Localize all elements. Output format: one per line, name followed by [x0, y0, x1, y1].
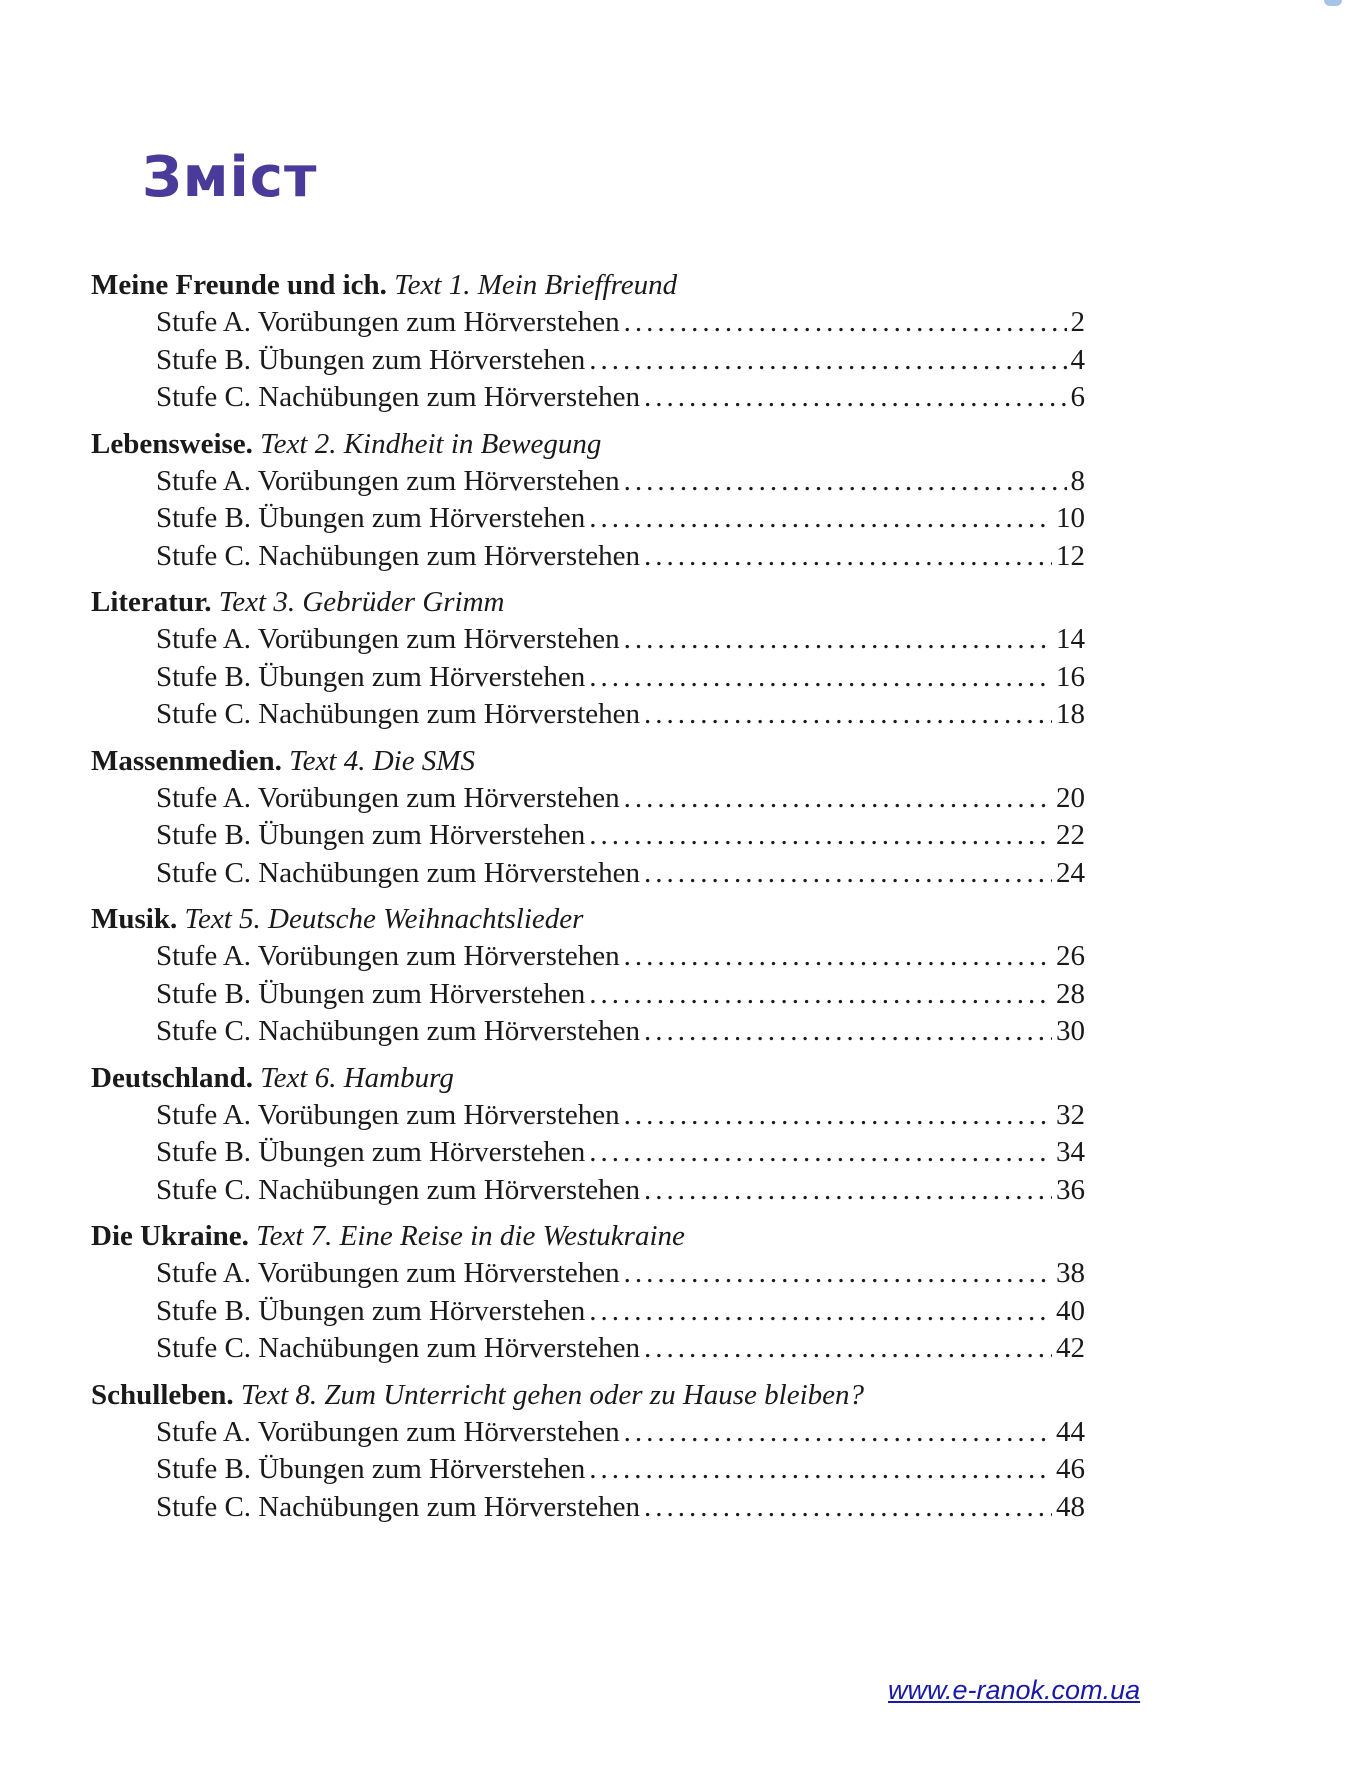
entry-label: Stufe C. Nachübungen zum Hörverstehen [156, 856, 641, 889]
entry-page-number: 14 [1056, 623, 1085, 655]
entry-page-number: 18 [1056, 698, 1085, 730]
dot-leader [624, 1097, 1052, 1135]
toc-section [0, 1059, 1356, 1210]
entry-label: Stufe C. Nachübungen zum Hörverstehen [156, 698, 641, 730]
entry-label: Stufe B. Übungen zum Hörverstehen [156, 1136, 586, 1168]
dot-leader [589, 500, 1052, 538]
section-heading [91, 1059, 1356, 1097]
entry-label: Stufe B. Übungen zum Hörverstehen [156, 1453, 586, 1485]
entry-label: Stufe C. Nachübungen zum Hörverstehen [156, 381, 641, 413]
entry-page-number: 24 [1056, 856, 1085, 889]
toc-entry [156, 304, 1085, 342]
toc-entry [156, 1255, 1085, 1293]
toc-section [0, 1217, 1356, 1368]
table-of-contents [0, 266, 1356, 1534]
section-topic: Schulleben. [91, 1378, 234, 1411]
toc-entry [156, 1414, 1085, 1452]
toc-entry [156, 342, 1085, 380]
toc-entry [156, 938, 1085, 976]
section-text-title: Text 6. Hamburg [260, 1061, 454, 1094]
dot-leader [589, 817, 1052, 855]
toc-entry [156, 976, 1085, 1014]
dot-leader [589, 342, 1066, 380]
entry-page-number: 46 [1056, 1453, 1085, 1485]
dot-leader [589, 1134, 1052, 1172]
toc-section [0, 583, 1356, 734]
toc-entry [156, 1451, 1085, 1489]
section-heading [91, 425, 1356, 463]
entry-label: Stufe A. Vorübungen zum Hörverstehen [156, 1098, 620, 1131]
dot-leader [624, 780, 1052, 818]
entry-label: Stufe A. Vorübungen zum Hörverstehen [156, 1257, 620, 1289]
section-topic: Lebensweise. [91, 427, 253, 460]
section-topic: Die Ukraine. [91, 1220, 249, 1252]
toc-section [0, 425, 1356, 576]
dot-leader [624, 463, 1067, 501]
entry-label: Stufe B. Übungen zum Hörverstehen [156, 502, 586, 534]
dot-leader [644, 696, 1052, 734]
entry-label: Stufe B. Übungen zum Hörverstehen [156, 343, 586, 376]
section-text-title: Text 7. Eine Reise in die Westukraine [256, 1220, 685, 1252]
toc-entry [156, 1097, 1085, 1135]
section-heading [91, 900, 1356, 938]
section-heading [91, 583, 1356, 621]
section-text-title: Text 1. Mein Brieffreund [394, 269, 678, 301]
entry-label: Stufe C. Nachübungen zum Hörverstehen [156, 1015, 641, 1047]
toc-entry [156, 463, 1085, 501]
entry-page-number: 48 [1056, 1490, 1085, 1523]
toc-entry [156, 379, 1085, 417]
entry-label: Stufe B. Übungen zum Hörverstehen [156, 1294, 586, 1327]
toc-entry [156, 855, 1085, 893]
corner-mark [1324, 0, 1342, 6]
toc-entry [156, 817, 1085, 855]
dot-leader [644, 855, 1052, 893]
section-topic: Meine Freunde und ich. [91, 269, 387, 301]
entry-page-number: 32 [1056, 1098, 1085, 1131]
entry-page-number: 26 [1056, 940, 1085, 972]
dot-leader [624, 304, 1067, 342]
entry-page-number: 16 [1056, 660, 1085, 693]
toc-section [0, 266, 1356, 417]
dot-leader [624, 621, 1052, 659]
page-title: Зміст [142, 145, 318, 210]
section-topic: Musik. [91, 903, 178, 935]
dot-leader [644, 1013, 1052, 1051]
entry-label: Stufe A. Vorübungen zum Hörverstehen [156, 781, 620, 814]
entry-page-number: 20 [1056, 781, 1085, 814]
section-text-title: Text 2. Kindheit in Bewegung [260, 427, 602, 460]
toc-section [0, 900, 1356, 1051]
section-heading [91, 266, 1356, 304]
entry-page-number: 36 [1056, 1173, 1085, 1206]
toc-section [0, 742, 1356, 893]
dot-leader [644, 379, 1066, 417]
entry-page-number: 4 [1070, 343, 1085, 376]
dot-leader [589, 659, 1052, 697]
entry-label: Stufe C. Nachübungen zum Hörverstehen [156, 1332, 641, 1364]
dot-leader [589, 1451, 1052, 1489]
section-heading [91, 1376, 1356, 1414]
dot-leader [624, 938, 1052, 976]
toc-entry [156, 1013, 1085, 1051]
toc-entry [156, 1293, 1085, 1331]
entry-page-number: 38 [1056, 1257, 1085, 1289]
dot-leader [644, 1330, 1052, 1368]
entry-label: Stufe A. Vorübungen zum Hörverstehen [156, 306, 620, 338]
section-heading [91, 742, 1356, 780]
entry-page-number: 34 [1056, 1136, 1085, 1168]
entry-page-number: 42 [1056, 1332, 1085, 1364]
entry-label: Stufe A. Vorübungen zum Hörverstehen [156, 464, 620, 497]
section-text-title: Text 3. Gebrüder Grimm [218, 586, 505, 618]
entry-label: Stufe B. Übungen zum Hörverstehen [156, 819, 586, 851]
dot-leader [589, 1293, 1052, 1331]
entry-page-number: 28 [1056, 977, 1085, 1010]
section-text-title: Text 4. Die SMS [289, 744, 475, 777]
entry-label: Stufe B. Übungen zum Hörverstehen [156, 977, 586, 1010]
section-topic: Massenmedien. [91, 744, 282, 777]
section-topic: Deutschland. [91, 1061, 253, 1094]
entry-page-number: 12 [1056, 539, 1085, 572]
toc-entry [156, 780, 1085, 818]
section-text-title: Text 5. Deutsche Weihnachtslieder [184, 903, 584, 935]
entry-page-number: 44 [1056, 1415, 1085, 1448]
toc-entry [156, 1489, 1085, 1527]
dot-leader [644, 538, 1052, 576]
publisher-website-link[interactable]: www.e-ranok.com.ua [888, 1675, 1141, 1705]
entry-page-number: 22 [1056, 819, 1085, 851]
section-topic: Literatur. [91, 586, 212, 618]
toc-entry [156, 538, 1085, 576]
entry-label: Stufe C. Nachübungen zum Hörverstehen [156, 539, 641, 572]
entry-label: Stufe A. Vorübungen zum Hörverstehen [156, 940, 620, 972]
entry-label: Stufe C. Nachübungen zum Hörverstehen [156, 1490, 641, 1523]
toc-section [0, 1376, 1356, 1527]
toc-entry [156, 659, 1085, 697]
toc-entry [156, 1172, 1085, 1210]
toc-entry [156, 621, 1085, 659]
entry-label: Stufe B. Übungen zum Hörverstehen [156, 660, 586, 693]
toc-entry [156, 1330, 1085, 1368]
entry-label: Stufe A. Vorübungen zum Hörverstehen [156, 1415, 620, 1448]
section-heading [91, 1217, 1356, 1255]
entry-page-number: 2 [1070, 306, 1085, 338]
dot-leader [589, 976, 1052, 1014]
dot-leader [644, 1172, 1052, 1210]
entry-page-number: 6 [1070, 381, 1085, 413]
entry-page-number: 10 [1056, 502, 1085, 534]
section-text-title: Text 8. Zum Unterricht gehen oder zu Hause bleiben? [240, 1378, 865, 1411]
dot-leader [624, 1255, 1052, 1293]
entry-page-number: 30 [1056, 1015, 1085, 1047]
dot-leader [624, 1414, 1052, 1452]
toc-entry [156, 500, 1085, 538]
toc-entry [156, 696, 1085, 734]
toc-entry [156, 1134, 1085, 1172]
dot-leader [644, 1489, 1052, 1527]
entry-page-number: 40 [1056, 1294, 1085, 1327]
entry-label: Stufe C. Nachübungen zum Hörverstehen [156, 1173, 641, 1206]
entry-page-number: 8 [1070, 464, 1085, 497]
entry-label: Stufe A. Vorübungen zum Hörverstehen [156, 623, 620, 655]
